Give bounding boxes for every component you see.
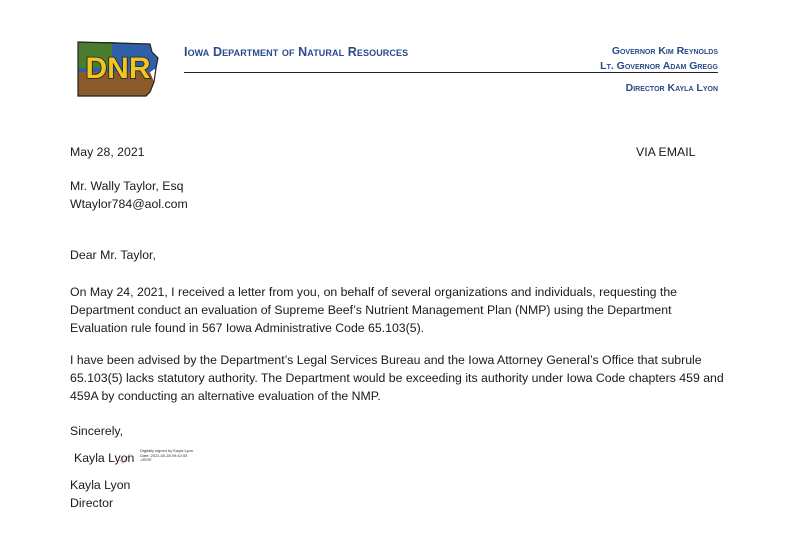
recipient-name: Mr. Wally Taylor, Esq xyxy=(70,179,184,193)
salutation: Dear Mr. Taylor, xyxy=(70,248,156,262)
governor-name: Governor Kim Reynolds xyxy=(611,45,718,57)
logo-text: DNR xyxy=(85,52,151,85)
closing: Sincerely, xyxy=(70,424,124,438)
paragraph-2: I have been advised by the Department’s Legal Services Bureau and the Iowa Attorney General’s Office that subrule 65.103(5) lacks statutory authority. The Department would be exceeding its authority under Iowa Code chapters 459 and 459A by conducting an alternative evaluation of the NMP. xyxy=(70,353,724,403)
delivery-method: VIA EMAIL xyxy=(636,145,696,159)
dnr-logo xyxy=(72,38,164,100)
signer-name: Kayla Lyon xyxy=(70,478,131,492)
agency-name: Iowa Department of Natural Resources xyxy=(184,45,409,59)
lt-governor-name: Lt. Governor Adam Gregg xyxy=(600,60,718,72)
signer-title: Director xyxy=(70,496,114,510)
paragraph-1: On May 24, 2021, I received a letter from you, on behalf of several organizations and individuals, requesting the Department conduct an evaluation of Supreme Beef’s Nutrient Management Plan (NMP) using the Department Evaluation rule found in 567 Iowa Administrative Code 65.103(5). xyxy=(70,285,678,335)
director-name: Director Kayla Lyon xyxy=(625,82,718,94)
letter-date: May 28, 2021 xyxy=(70,145,145,159)
recipient-block xyxy=(70,177,188,213)
signature-metadata: Digitally signed by Kayla Lyon Date: 2021.05.28 09:42:53 -05'00' xyxy=(140,448,193,463)
recipient-email: Wtaylor784@aol.com xyxy=(70,197,188,211)
officials-block xyxy=(600,44,718,74)
digital-signature[interactable]: Kayla Lyon xyxy=(74,451,135,465)
